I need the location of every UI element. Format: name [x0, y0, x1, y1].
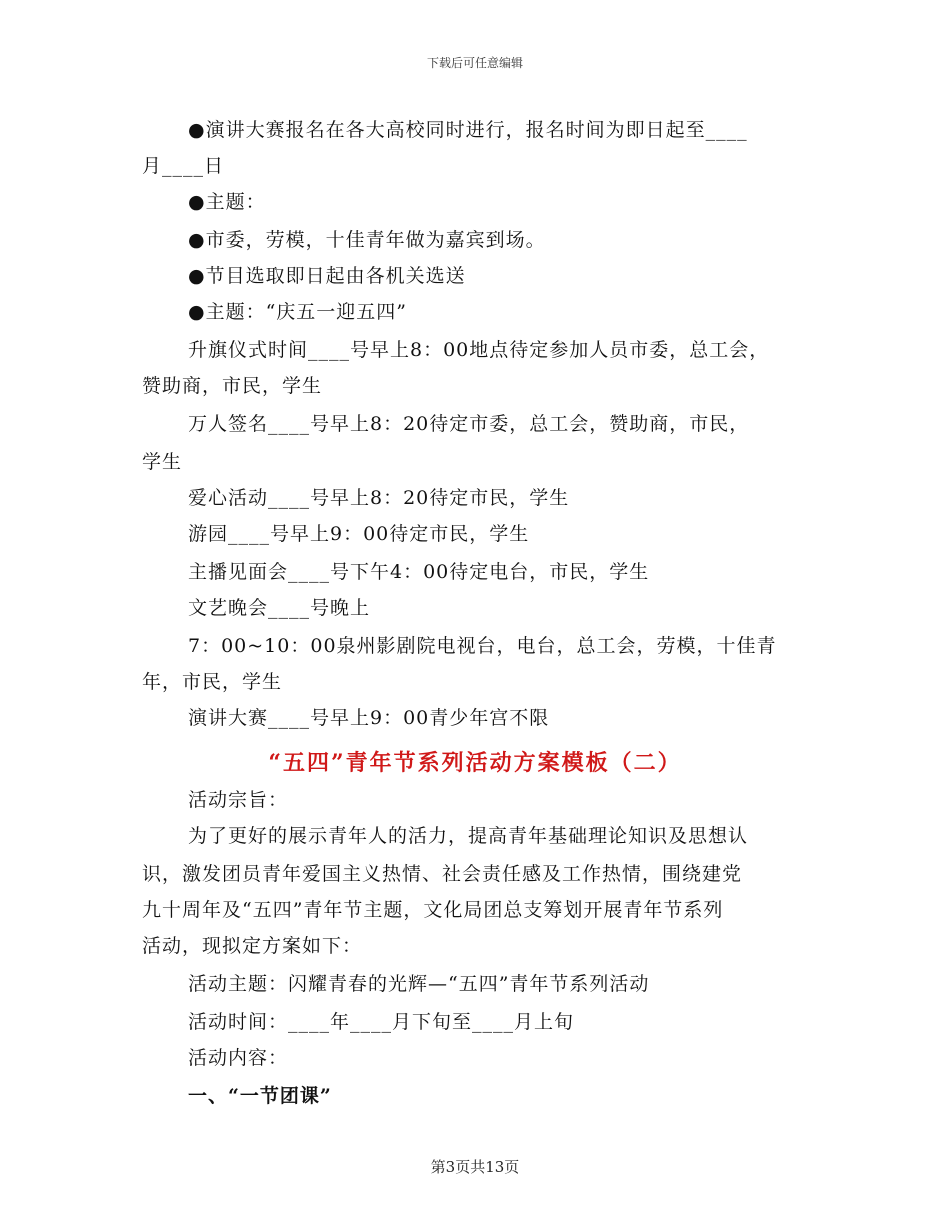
text-line: 年，市民，学生 [142, 671, 283, 693]
text-line: ●市委，劳模，十佳青年做为嘉宾到场。 [188, 229, 546, 251]
text-line: ●主题： [188, 191, 266, 213]
text-line: 活动主题：闪耀青春的光辉—“五四”青年节系列活动 [188, 973, 650, 995]
section-title: “五四”青年节系列活动方案模板（二） [268, 750, 682, 776]
subheading: 一、“一节团课” [188, 1085, 332, 1107]
text-line: 7：00~10：00泉州影剧院电视台，电台，总工会，劳模，十佳青 [188, 635, 777, 657]
text-line: 活动，现拟定方案如下： [142, 935, 363, 957]
text-line: ●主题：“庆五一迎五四” [188, 301, 408, 323]
text-line: 爱心活动____号早上8：20待定市民，学生 [188, 487, 570, 509]
text-line: 文艺晚会____号晚上 [188, 597, 371, 619]
text-line: 活动时间：____年____月下旬至____月上旬 [188, 1011, 575, 1033]
text-line: 识，激发团员青年爱国主义热情、社会责任感及工作热情，围绕建党 [142, 863, 743, 885]
text-line: 游园____号早上9：00待定市民，学生 [188, 523, 530, 545]
text-line: 九十周年及“五四”青年节主题，文化局团总支筹划开展青年节系列 [142, 899, 724, 921]
page-footer: 第3页共13页 [430, 1158, 520, 1176]
text-line: ●演讲大赛报名在各大高校同时进行，报名时间为即日起至____ [188, 119, 748, 141]
text-line: 主播见面会____号下午4：00待定电台，市民，学生 [188, 561, 650, 583]
text-line: 活动宗旨： [188, 789, 289, 811]
text-line: 赞助商，市民，学生 [142, 375, 323, 397]
text-line: 演讲大赛____号早上9：00青少年宫不限 [188, 707, 550, 729]
text-line: 为了更好的展示青年人的活力，提高青年基础理论知识及思想认 [188, 825, 749, 847]
text-line: 月____日 [142, 155, 225, 177]
text-line: 活动内容： [188, 1047, 289, 1069]
text-line: 升旗仪式时间____号早上8：00地点待定参加人员市委，总工会， [188, 339, 770, 361]
text-line: 学生 [142, 451, 183, 473]
text-line: ●节目选取即日起由各机关选送 [188, 265, 466, 287]
text-line: 万人签名____号早上8：20待定市委，总工会，赞助商，市民， [188, 413, 750, 435]
page-header: 下载后可任意编辑 [426, 56, 523, 70]
